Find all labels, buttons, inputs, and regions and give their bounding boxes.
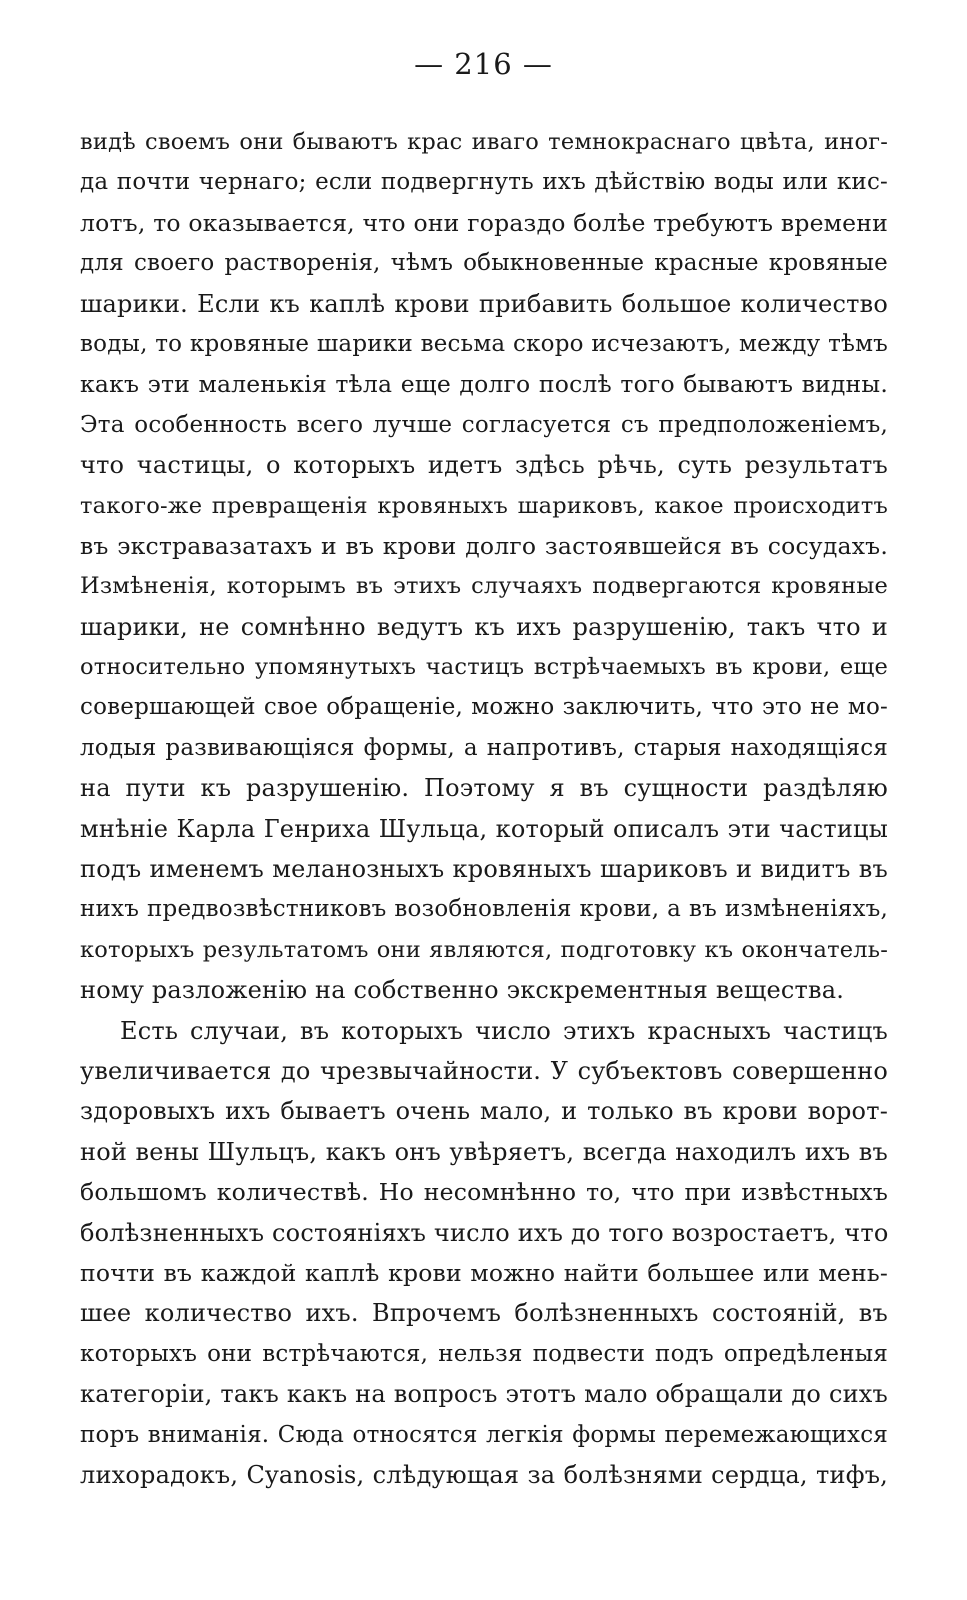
text-line: почти въ каждой каплѣ крови можно найти большее или мень- bbox=[80, 1258, 888, 1287]
paragraph-2 bbox=[80, 1011, 888, 1496]
paragraph-1 bbox=[80, 122, 888, 1011]
text-line: видѣ своемъ они бываютъ крас иваго темнокраснаго цвѣта, иног- bbox=[80, 129, 888, 155]
text-line: на пути къ разрушенію. Поэтому я въ сущности раздѣляю bbox=[80, 774, 888, 803]
text-line: лотъ, то оказывается, что они гораздо болѣе требуютъ времени bbox=[80, 208, 888, 237]
text-line: шарики. Если къ каплѣ крови прибавить большое количество bbox=[80, 289, 888, 318]
text-line: шарики, не сомнѣнно ведутъ къ ихъ разрушенію, такъ что и bbox=[80, 612, 888, 641]
text-line: Эта особенность всего лучше согласуется съ предположеніемъ, bbox=[80, 411, 888, 438]
text-line: воды, то кровяные шарики весьма скоро исчезаютъ, между тѣмъ bbox=[80, 330, 888, 357]
text-line: лихорадокъ, Cyanosis, слѣдующая за болѣзнями сердца, тифъ, bbox=[80, 1460, 888, 1489]
text-line: здоровыхъ ихъ бываетъ очень мало, и только въ крови ворот- bbox=[80, 1097, 888, 1126]
text-line: поръ вниманія. Сюда относятся легкія формы перемежающихся bbox=[80, 1421, 888, 1448]
text-line: лодыя развивающіяся формы, а напротивъ, старыя находящіяся bbox=[80, 734, 888, 761]
text-line: мнѣніе Карла Генриха Шульца, который описалъ эти частицы bbox=[80, 814, 888, 843]
text-line: въ экстравазатахъ и въ крови долго застоявшейся въ сосудахъ. bbox=[80, 531, 888, 560]
text-line: какъ эти маленькія тѣла еще долго послѣ того бываютъ видны. bbox=[80, 370, 888, 399]
text-line: для своего растворенія, чѣмъ обыкновенные красные кровяные bbox=[80, 250, 888, 277]
page-number: — 216 — bbox=[414, 47, 553, 81]
text-line: ному разложенію на собственно экскрементныя вещества. bbox=[80, 976, 845, 1005]
text-line: которыхъ они встрѣчаются, нельзя подвести подъ опредѣленыя bbox=[80, 1340, 888, 1367]
text-line: большомъ количествѣ. Но несомнѣнно то, что при извѣстныхъ bbox=[80, 1178, 888, 1207]
text-line: такого-же превращенія кровяныхъ шариковъ, какое происходитъ bbox=[80, 492, 888, 519]
text-line: Есть случаи, въ которыхъ число этихъ красныхъ частицъ bbox=[120, 1016, 888, 1045]
text-line: Измѣненія, которымъ въ этихъ случаяхъ подвергаются кровяные bbox=[80, 573, 888, 600]
text-line: которыхъ результатомъ они являются, подготовку къ окончатель- bbox=[80, 936, 888, 963]
text-line: подъ именемъ меланозныхъ кровяныхъ шариковъ и видитъ въ bbox=[80, 855, 888, 884]
text-line: что частицы, о которыхъ идетъ здѣсь рѣчь, суть результатъ bbox=[80, 451, 888, 480]
body-text bbox=[80, 122, 888, 1495]
text-line: да почти чернаго; если подвергнуть ихъ дѣйствію воды или кис- bbox=[80, 169, 888, 196]
text-line: шее количество ихъ. Впрочемъ болѣзненныхъ состояній, въ bbox=[80, 1299, 888, 1328]
text-line: болѣзненныхъ состояніяхъ число ихъ до того возростаетъ, что bbox=[80, 1218, 888, 1247]
text-line: совершающей свое обращеніе, можно заключить, что это не мо- bbox=[80, 694, 888, 721]
text-line: увеличивается до чрезвычайности. У субъектовъ совершенно bbox=[80, 1056, 888, 1085]
text-line: нихъ предвозвѣстниковъ возобновленія крови, а въ измѣненіяхъ, bbox=[80, 896, 888, 923]
text-line: категоріи, такъ какъ на вопросъ этотъ мало обращали до сихъ bbox=[80, 1380, 888, 1409]
text-line: ной вены Шульцъ, какъ онъ увѣряетъ, всегда находилъ ихъ въ bbox=[80, 1137, 888, 1166]
text-line: относительно упомянутыхъ частицъ встрѣчаемыхъ въ крови, еще bbox=[80, 654, 888, 681]
